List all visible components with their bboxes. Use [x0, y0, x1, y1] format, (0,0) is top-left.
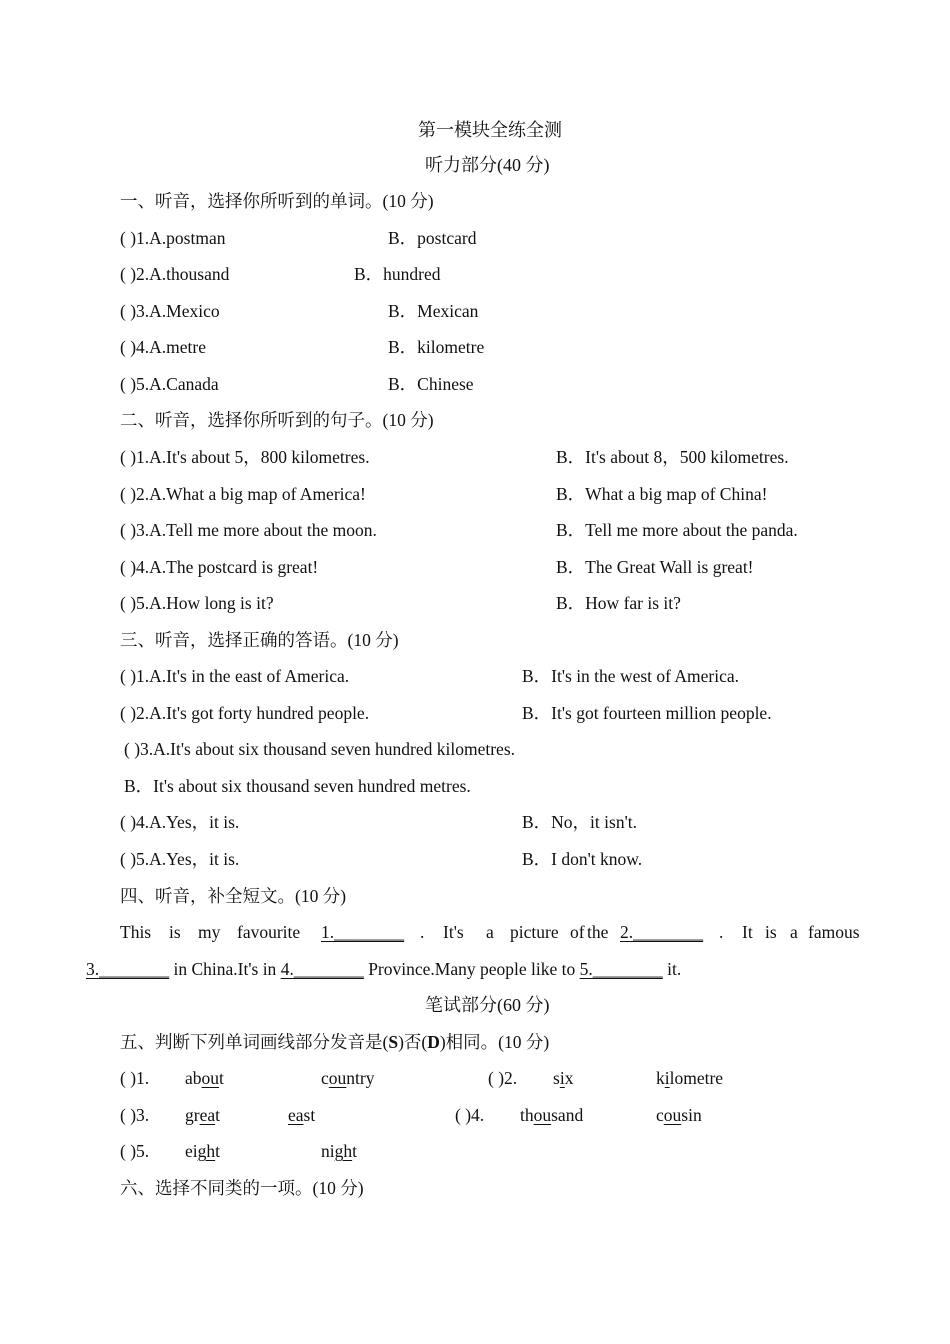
passage-punct: . — [719, 922, 724, 942]
s1-q1-option-b: B．postcard — [388, 228, 477, 248]
section-3-heading: 三、听音，选择正确的答语。(10 分) — [120, 630, 399, 650]
s5-item-3-word-2: east — [288, 1105, 316, 1125]
s1-q2-option-a: ( )2.A.thousand — [120, 264, 230, 284]
s5-item-3-number: ( )3. — [120, 1105, 150, 1125]
s3-q4-option-b: B．No，it isn't. — [522, 812, 637, 832]
page-title: 第一模块全练全测 — [418, 120, 562, 140]
passage-word: of — [570, 922, 585, 942]
s5-heading-part: )相同。(10 分) — [439, 1032, 550, 1052]
s2-q5-option-a: ( )5.A.How long is it? — [120, 593, 274, 613]
blank-5[interactable]: 5.________ — [579, 959, 663, 979]
passage-word: my — [198, 922, 221, 942]
s3-q4-option-a: ( )4.A.Yes，it is. — [120, 812, 240, 832]
s1-q2-option-b: B．hundred — [354, 264, 441, 284]
s2-q1-option-a: ( )1.A.It's about 5，800 kilometres. — [120, 447, 370, 467]
s5-item-4-number: ( )4. — [455, 1105, 485, 1125]
passage-word: is — [169, 922, 181, 942]
s5-heading-part: )否( — [398, 1032, 428, 1052]
section-1-heading: 一、听音，选择你所听到的单词。(10 分) — [120, 191, 434, 211]
s1-q1-option-a: ( )1.A.postman — [120, 228, 226, 248]
passage-line-2 — [86, 958, 681, 980]
s1-q4-option-b: B．kilometre — [388, 337, 485, 357]
passage-punct: . — [420, 922, 425, 942]
passage-word: favourite — [237, 922, 301, 942]
s2-q4-option-a: ( )4.A.The postcard is great! — [120, 557, 319, 577]
s5-item-2-word-2: kilometre — [656, 1068, 724, 1088]
blank-4[interactable]: 4.________ — [280, 959, 364, 979]
s2-q2-option-b: B．What a big map of China! — [556, 484, 768, 504]
s1-q5-option-b: B．Chinese — [388, 374, 474, 394]
s3-q1-option-a: ( )1.A.It's in the east of America. — [120, 666, 350, 686]
passage-text: in China.It's in — [169, 959, 281, 979]
passage-word: picture — [510, 922, 559, 942]
s5-heading-D: D — [427, 1032, 440, 1052]
passage-word: is — [765, 922, 777, 942]
s5-item-1-number: ( )1. — [120, 1068, 150, 1088]
passage-word: the — [587, 922, 609, 942]
section-4-heading: 四、听音，补全短文。(10 分) — [120, 886, 347, 906]
passage-word: a — [790, 922, 798, 942]
s5-heading-part: 五、判断下列单词画线部分发音是( — [120, 1032, 389, 1052]
blank-2[interactable]: 2.________ — [620, 922, 704, 942]
s1-q5-option-a: ( )5.A.Canada — [120, 374, 219, 394]
s1-q3-option-a: ( )3.A.Mexico — [120, 301, 220, 321]
s1-q4-option-a: ( )4.A.metre — [120, 337, 207, 357]
s5-heading-S: S — [388, 1032, 399, 1052]
s2-q1-option-b: B．It's about 8，500 kilometres. — [556, 447, 789, 467]
s2-q3-option-b: B．Tell me more about the panda. — [556, 520, 798, 540]
s5-item-5-number: ( )5. — [120, 1141, 150, 1161]
s3-q5-option-a: ( )5.A.Yes，it is. — [120, 849, 240, 869]
listening-header: 听力部分(40 分) — [425, 155, 550, 175]
section-5-heading — [120, 1031, 549, 1053]
s5-item-4-word-1: thousand — [520, 1105, 584, 1125]
s2-q5-option-b: B．How far is it? — [556, 593, 681, 613]
s5-item-1-word-1: about — [185, 1068, 224, 1088]
s5-item-2-number: ( )2. — [488, 1068, 518, 1088]
s3-q1-option-b: B．It's in the west of America. — [522, 666, 739, 686]
s3-q2-option-b: B．It's got fourteen million people. — [522, 703, 772, 723]
passage-word: famous — [808, 922, 860, 942]
s2-q3-option-a: ( )3.A.Tell me more about the moon. — [120, 520, 377, 540]
s3-q2-option-a: ( )2.A.It's got forty hundred people. — [120, 703, 370, 723]
s5-item-2-word-1: six — [553, 1068, 574, 1088]
passage-word: It's — [443, 922, 464, 942]
passage-text: Province.Many people like to — [363, 959, 580, 979]
s1-q3-option-b: B．Mexican — [388, 301, 479, 321]
s3-q5-option-b: B．I don't know. — [522, 849, 643, 869]
passage-word: This — [120, 922, 152, 942]
blank-1[interactable]: 1.________ — [321, 922, 405, 942]
section-6-heading: 六、选择不同类的一项。(10 分) — [120, 1178, 364, 1198]
s5-item-3-word-1: great — [185, 1105, 220, 1125]
s5-item-5-word-1: eight — [185, 1141, 221, 1161]
passage-word: a — [486, 922, 494, 942]
section-2-heading: 二、听音，选择你所听到的句子。(10 分) — [120, 410, 434, 430]
s2-q4-option-b: B．The Great Wall is great! — [556, 557, 754, 577]
passage-word: It — [742, 922, 753, 942]
s3-q3-option-a: ( )3.A.It's about six thousand seven hundred kilometres. — [124, 739, 515, 759]
s3-q3-option-b: B．It's about six thousand seven hundred metres. — [124, 776, 471, 796]
passage-text: it. — [662, 959, 682, 979]
s2-q2-option-a: ( )2.A.What a big map of America! — [120, 484, 366, 504]
s5-item-5-word-2: night — [321, 1141, 357, 1161]
blank-3[interactable]: 3.________ — [86, 959, 170, 979]
s5-item-4-word-2: cousin — [656, 1105, 702, 1125]
written-header: 笔试部分(60 分) — [425, 995, 550, 1015]
s5-item-1-word-2: country — [321, 1068, 375, 1088]
